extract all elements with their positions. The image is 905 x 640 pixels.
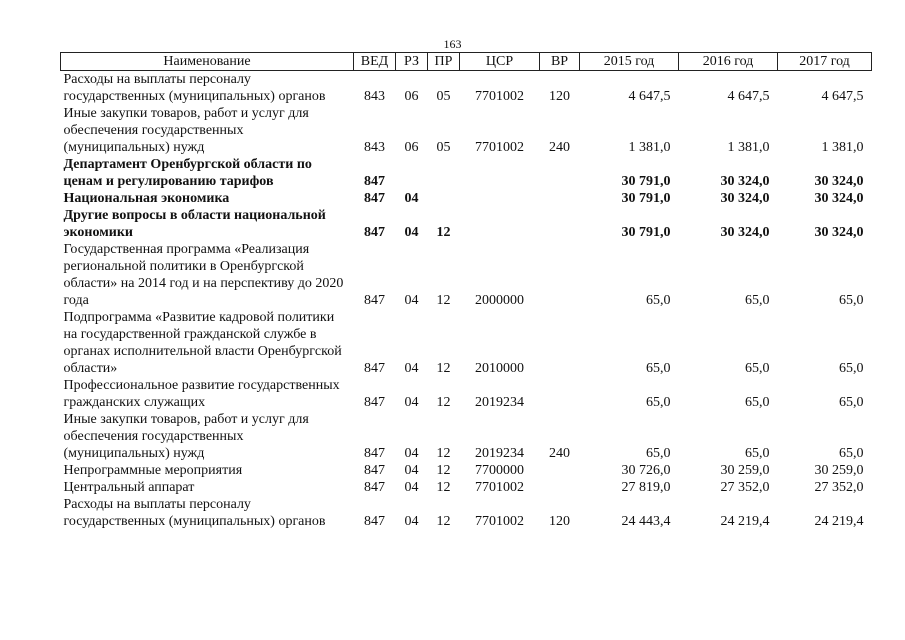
cell-ved: 843 — [364, 89, 385, 104]
cell-rz: 04 — [404, 480, 419, 495]
page-number: 163 — [443, 37, 462, 51]
cell-name: Профессиональное развитие государственных гражданских служащих — [63, 378, 340, 410]
cell-pr: 12 — [436, 514, 451, 529]
cell-2015: 30 791,0 — [621, 191, 671, 206]
cell-name: Другие вопросы в области национальной экономики — [63, 208, 326, 240]
cell-pr — [428, 156, 460, 190]
cell-pr: 12 — [436, 446, 451, 461]
cell-vr — [540, 377, 580, 411]
cell-pr: 12 — [436, 293, 451, 308]
table-row — [61, 479, 872, 496]
table-row — [61, 190, 872, 207]
cell-vr — [540, 241, 580, 309]
cell-csr: 2000000 — [475, 293, 524, 308]
cell-ved: 847 — [364, 293, 385, 308]
cell-rz: 04 — [404, 446, 419, 461]
cell-name: Центральный аппарат — [63, 480, 195, 495]
cell-2015: 1 381,0 — [628, 140, 671, 155]
cell-csr: 7701002 — [475, 480, 524, 495]
cell-rz: 06 — [404, 140, 419, 155]
cell-ved: 847 — [364, 514, 385, 529]
cell-name: Департамент Оренбургской области по ценам и регулированию тарифов — [63, 157, 312, 189]
cell-name: Подпрограмма «Развитие кадровой политики на государственной гражданской службе в органах исполнительной власти Оренбургской области» — [63, 310, 342, 376]
cell-csr: 7701002 — [475, 89, 524, 104]
table-row — [61, 71, 872, 106]
cell-csr: 2010000 — [475, 361, 524, 376]
cell-csr: 7700000 — [475, 463, 524, 478]
cell-ved: 847 — [364, 174, 385, 189]
cell-2015: 65,0 — [646, 361, 671, 376]
col-header-csr: ЦСР — [460, 53, 540, 71]
cell-2016: 24 219,4 — [720, 514, 770, 529]
cell-2017: 65,0 — [839, 293, 864, 308]
cell-rz: 04 — [404, 361, 419, 376]
cell-2015: 30 726,0 — [621, 463, 671, 478]
cell-2015: 27 819,0 — [621, 480, 671, 495]
cell-name: Непрограммные мероприятия — [63, 463, 243, 478]
col-header-rz: РЗ — [396, 53, 428, 71]
cell-vr — [540, 156, 580, 190]
col-header-2015: 2015 год — [580, 53, 679, 71]
cell-vr: 120 — [549, 514, 570, 529]
cell-ved: 847 — [364, 191, 385, 206]
table-row — [61, 156, 872, 190]
col-header-name: Наименование — [61, 53, 354, 71]
cell-2017: 27 352,0 — [814, 480, 864, 495]
table-row — [61, 462, 872, 479]
table-row — [61, 241, 872, 309]
cell-pr: 12 — [436, 463, 451, 478]
cell-rz: 04 — [404, 225, 419, 240]
cell-2015: 30 791,0 — [621, 225, 671, 240]
cell-ved: 847 — [364, 480, 385, 495]
table-row — [61, 207, 872, 241]
cell-2015: 24 443,4 — [621, 514, 671, 529]
cell-2016: 65,0 — [745, 293, 770, 308]
cell-2016: 30 324,0 — [720, 225, 770, 240]
table-row — [61, 496, 872, 530]
col-header-pr: ПР — [428, 53, 460, 71]
cell-2016: 30 259,0 — [720, 463, 770, 478]
cell-2017: 65,0 — [839, 446, 864, 461]
cell-name: Национальная экономика — [63, 191, 230, 206]
cell-pr: 12 — [436, 225, 451, 240]
cell-2017: 30 324,0 — [814, 174, 864, 189]
cell-csr: 7701002 — [475, 514, 524, 529]
cell-pr: 05 — [436, 89, 451, 104]
budget-table — [60, 52, 872, 530]
col-header-ved: ВЕД — [354, 53, 396, 71]
cell-ved: 843 — [364, 140, 385, 155]
table-row — [61, 377, 872, 411]
table-row — [61, 309, 872, 377]
cell-2017: 1 381,0 — [821, 140, 864, 155]
cell-pr — [428, 190, 460, 207]
cell-2017: 24 219,4 — [814, 514, 864, 529]
cell-2016: 30 324,0 — [720, 191, 770, 206]
cell-csr — [460, 156, 540, 190]
cell-2016: 65,0 — [745, 446, 770, 461]
cell-rz: 06 — [404, 89, 419, 104]
cell-name: Иные закупки товаров, работ и услуг для обеспечения государственных (муниципальных) нужд — [63, 106, 309, 155]
cell-2017: 65,0 — [839, 395, 864, 410]
cell-csr: 2019234 — [475, 395, 524, 410]
cell-2017: 30 324,0 — [814, 191, 864, 206]
cell-rz — [396, 156, 428, 190]
cell-2016: 27 352,0 — [720, 480, 770, 495]
cell-2017: 65,0 — [839, 361, 864, 376]
cell-pr: 05 — [436, 140, 451, 155]
cell-vr — [540, 309, 580, 377]
cell-name: Государственная программа «Реализация региональной политики в Оренбургской области» на 2014 год и на перспективу до 2020 года — [63, 242, 344, 308]
cell-2017: 30 324,0 — [814, 225, 864, 240]
cell-2017: 30 259,0 — [814, 463, 864, 478]
cell-csr — [460, 207, 540, 241]
cell-2015: 30 791,0 — [621, 174, 671, 189]
cell-2016: 30 324,0 — [720, 174, 770, 189]
cell-2015: 65,0 — [646, 293, 671, 308]
cell-2017: 4 647,5 — [821, 89, 864, 104]
cell-vr — [540, 479, 580, 496]
table-body — [61, 71, 872, 531]
cell-rz: 04 — [404, 191, 419, 206]
cell-vr — [540, 190, 580, 207]
cell-rz: 04 — [404, 293, 419, 308]
col-header-vr: ВР — [540, 53, 580, 71]
cell-name: Иные закупки товаров, работ и услуг для обеспечения государственных (муниципальных) нужд — [63, 412, 309, 461]
cell-rz: 04 — [404, 463, 419, 478]
cell-vr — [540, 207, 580, 241]
cell-csr — [460, 190, 540, 207]
cell-csr: 2019234 — [475, 446, 524, 461]
table-row — [61, 105, 872, 156]
cell-2016: 1 381,0 — [727, 140, 770, 155]
cell-pr: 12 — [436, 480, 451, 495]
cell-2015: 65,0 — [646, 446, 671, 461]
cell-ved: 847 — [364, 463, 385, 478]
col-header-2016: 2016 год — [679, 53, 778, 71]
cell-name: Расходы на выплаты персоналу государственных (муниципальных) органов — [63, 497, 326, 529]
cell-ved: 847 — [364, 361, 385, 376]
cell-pr: 12 — [436, 361, 451, 376]
cell-2016: 4 647,5 — [727, 89, 770, 104]
cell-vr: 240 — [549, 446, 570, 461]
cell-rz: 04 — [404, 514, 419, 529]
cell-pr: 12 — [436, 395, 451, 410]
cell-2016: 65,0 — [745, 361, 770, 376]
cell-ved: 847 — [364, 446, 385, 461]
col-header-2017: 2017 год — [778, 53, 872, 71]
cell-2016: 65,0 — [745, 395, 770, 410]
table-row — [61, 411, 872, 462]
cell-2015: 4 647,5 — [628, 89, 671, 104]
cell-rz: 04 — [404, 395, 419, 410]
cell-ved: 847 — [364, 395, 385, 410]
cell-ved: 847 — [364, 225, 385, 240]
cell-2015: 65,0 — [646, 395, 671, 410]
table-header-row — [61, 53, 872, 71]
cell-vr: 120 — [549, 89, 570, 104]
cell-vr — [540, 462, 580, 479]
cell-csr: 7701002 — [475, 140, 524, 155]
cell-vr: 240 — [549, 140, 570, 155]
cell-name: Расходы на выплаты персоналу государственных (муниципальных) органов — [63, 72, 326, 104]
